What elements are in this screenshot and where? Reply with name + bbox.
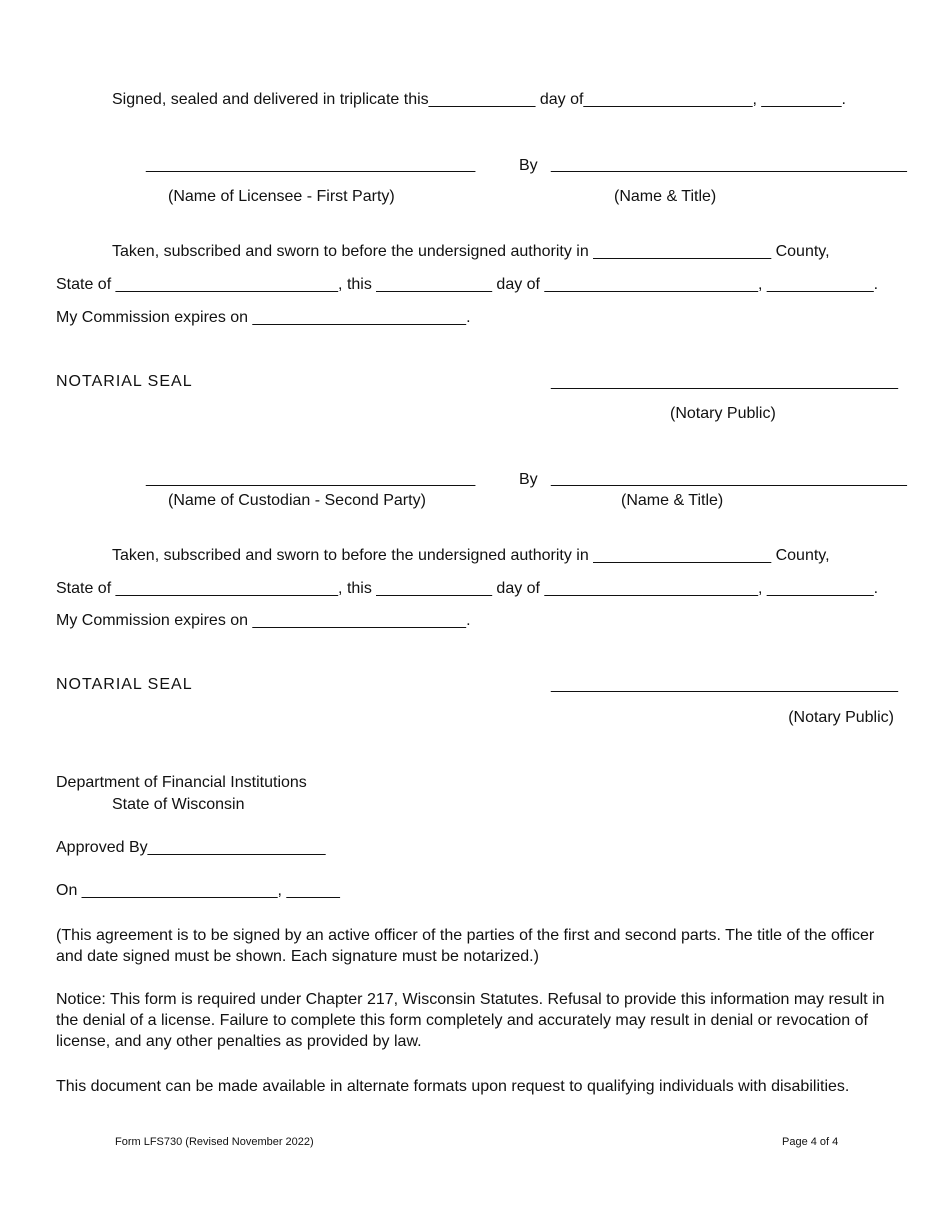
notary-signature-line: _______________________________________	[551, 373, 899, 390]
department-name: Department of Financial Institutions	[56, 774, 307, 791]
approved-on-line: On ______________________, ______	[56, 882, 340, 899]
approved-by-line: Approved By____________________	[56, 839, 326, 856]
notary-public-caption: (Notary Public)	[788, 709, 894, 726]
by-label: By	[519, 157, 538, 174]
oath1-line3: My Commission expires on ________________________.	[56, 309, 471, 326]
oath1-line2: State of _________________________, this _____________ day of ________________________, ____________.	[56, 276, 879, 293]
oath2-line2: State of _________________________, this _____________ day of ________________________, ____________.	[56, 580, 879, 597]
notarial-seal-label: NOTARIAL SEAL	[56, 676, 193, 693]
notarial-seal-label: NOTARIAL SEAL	[56, 373, 193, 390]
accessibility-notice: This document can be made available in alternate formats upon request to qualifying individuals with disabilities.	[56, 1078, 850, 1095]
licensee-by-signature-line: ________________________________________	[551, 156, 907, 173]
legal-notice: Notice: This form is required under Chapter 217, Wisconsin Statutes. Refusal to provide this information may result in the denial of a license. Failure to complete this form completely and accurately may result in denial or revocation of license, and any other penalties as provided by law.	[56, 991, 885, 1050]
page-number: Page 4 of 4	[782, 1136, 839, 1148]
licensee-title-caption: (Name & Title)	[614, 188, 717, 205]
custodian-signature-line: _____________________________________	[146, 470, 476, 487]
signed-delivered-line: Signed, sealed and delivered in triplicate this____________ day of___________________, _________.	[112, 91, 846, 108]
form-number: Form LFS730 (Revised November 2022)	[115, 1136, 314, 1148]
signing-instructions: (This agreement is to be signed by an active officer of the parties of the first and second parts. The title of the officer and date signed must be shown. Each signature must be notarized.)	[56, 927, 875, 965]
notary-signature-line: _______________________________________	[551, 676, 899, 693]
oath2-line3: My Commission expires on ________________________.	[56, 612, 471, 629]
department-state: State of Wisconsin	[112, 796, 245, 813]
notary-public-caption: (Notary Public)	[670, 405, 776, 422]
custodian-title-caption: (Name & Title)	[621, 492, 724, 509]
custodian-by-signature-line: ________________________________________	[551, 470, 907, 487]
licensee-name-caption: (Name of Licensee - First Party)	[168, 188, 395, 205]
custodian-name-caption: (Name of Custodian - Second Party)	[168, 492, 426, 509]
oath1-line1: Taken, subscribed and sworn to before the undersigned authority in ____________________ County,	[112, 243, 830, 260]
oath2-line1: Taken, subscribed and sworn to before the undersigned authority in ____________________ County,	[112, 547, 830, 564]
by-label: By	[519, 471, 538, 488]
licensee-signature-line: _____________________________________	[146, 156, 476, 173]
